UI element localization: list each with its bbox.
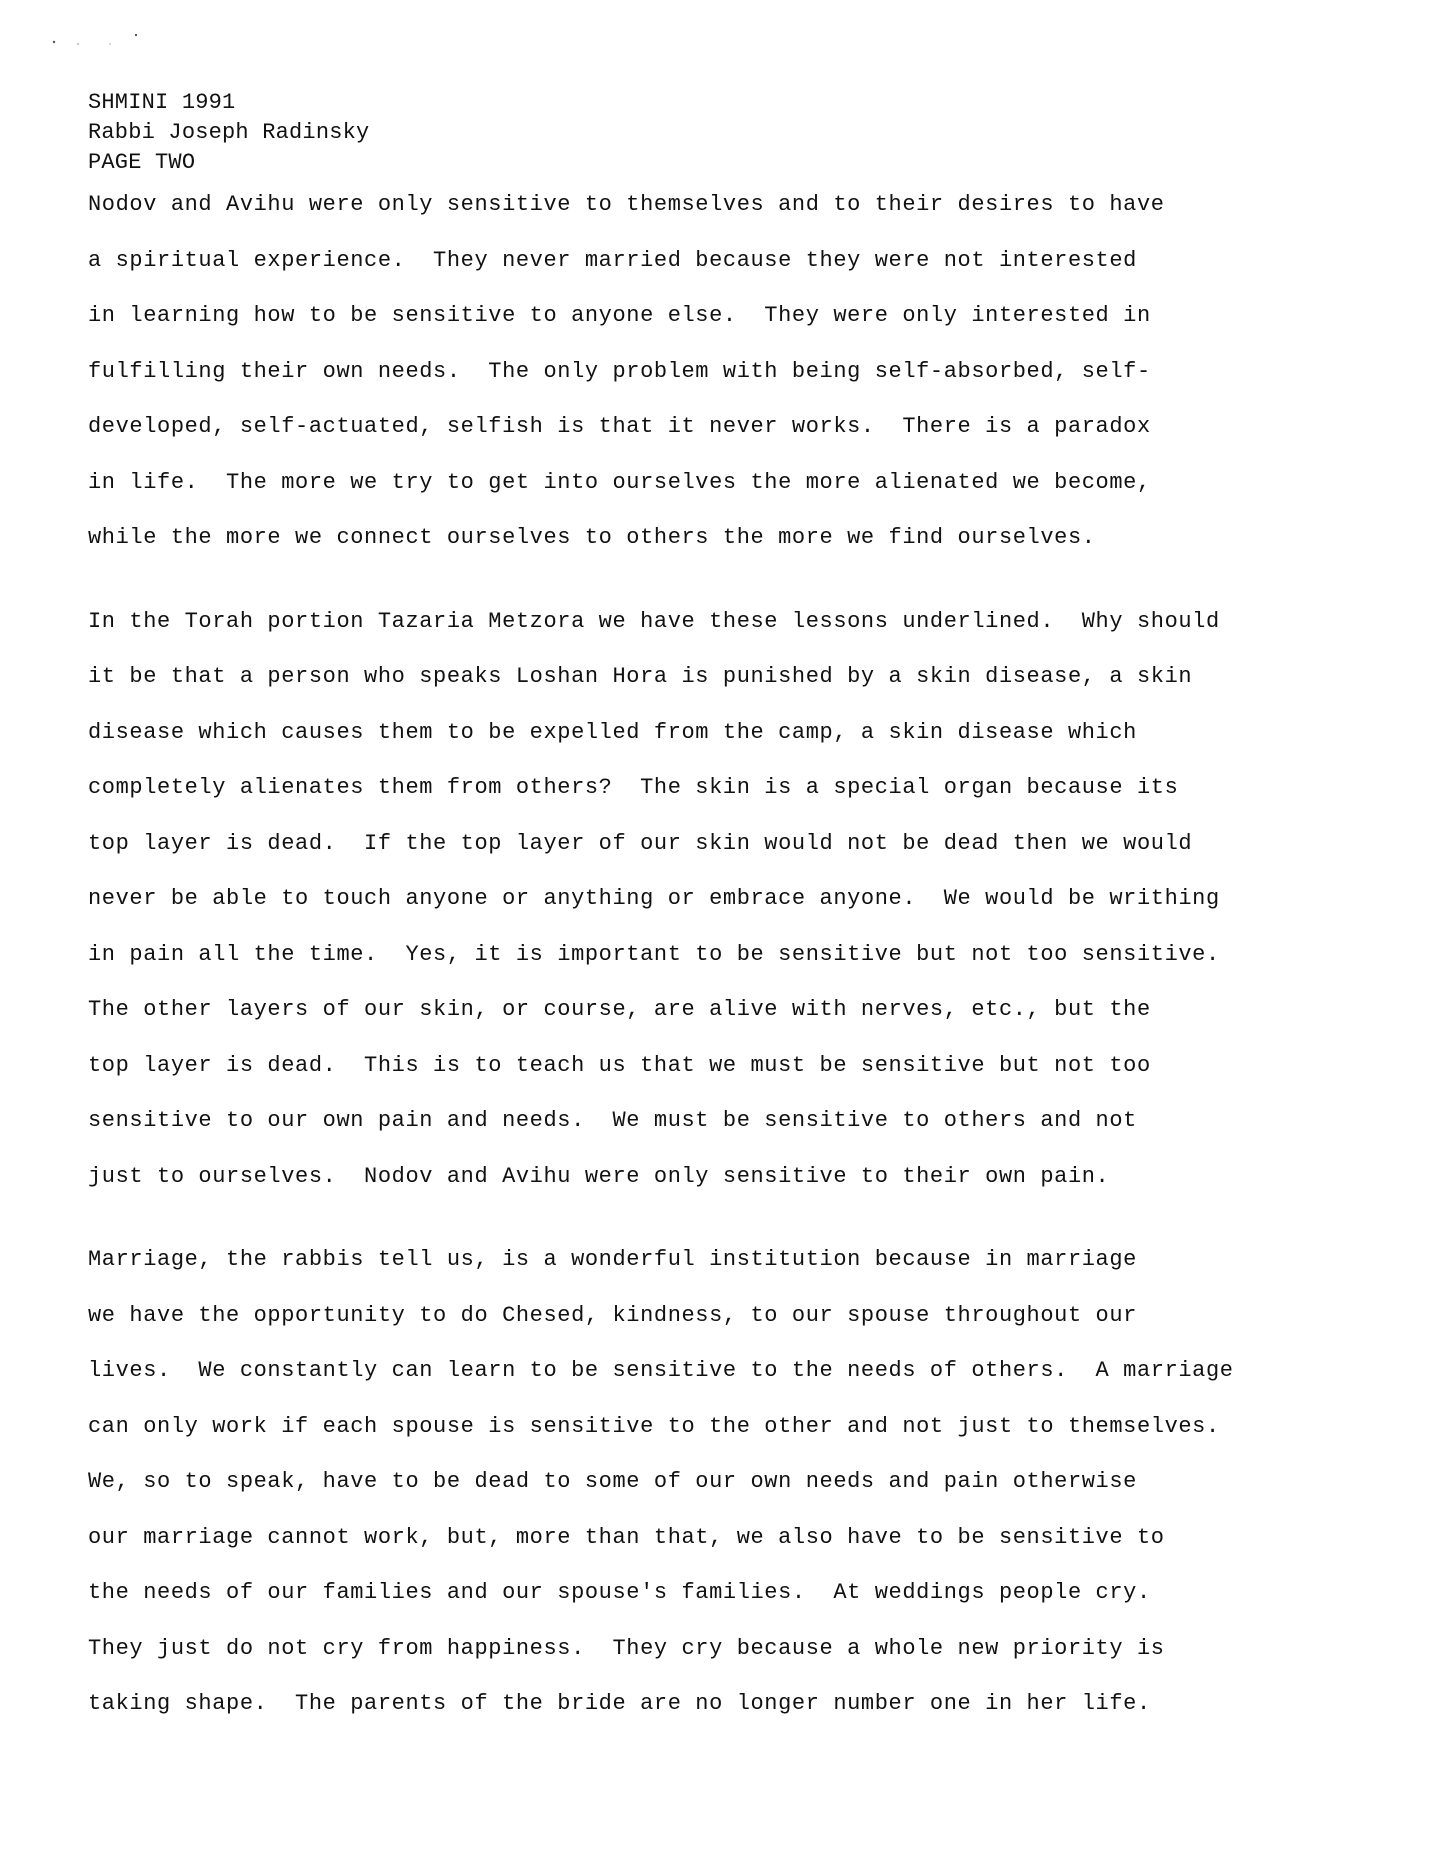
text-line: sensitive to our own pain and needs. We must be sensitive to others and not xyxy=(88,1108,1137,1133)
text-line: developed, self-actuated, selfish is that it never works. There is a paradox xyxy=(88,414,1151,439)
document-header xyxy=(88,88,369,178)
text-line: the needs of our families and our spouse's families. At weddings people cry. xyxy=(88,1580,1151,1605)
text-line: lives. We constantly can learn to be sensitive to the needs of others. A marriage xyxy=(88,1358,1234,1383)
paragraph-1 xyxy=(88,190,1388,579)
text-line: We, so to speak, have to be dead to some of our own needs and pain otherwise xyxy=(88,1469,1137,1494)
text-line: we have the opportunity to do Chesed, kindness, to our spouse throughout our xyxy=(88,1302,1137,1328)
header-author: Rabbi Joseph Radinsky xyxy=(88,120,370,145)
header-title: SHMINI 1991 xyxy=(88,90,236,115)
text-line: top layer is dead. This is to teach us that we must be sensitive but not too xyxy=(88,1052,1151,1078)
text-line: Marriage, the rabbis tell us, is a wonderful institution because in marriage xyxy=(88,1247,1137,1272)
text-line: just to ourselves. Nodov and Avihu were only sensitive to their own pain. xyxy=(88,1163,1110,1189)
text-line: in life. The more we try to get into ourselves the more alienated we become, xyxy=(88,469,1151,495)
text-line: completely alienates them from others? The skin is a special organ because its xyxy=(88,775,1179,800)
text-line: The other layers of our skin, or course, are alive with nerves, etc., but the xyxy=(88,997,1151,1022)
scan-specks xyxy=(48,30,148,46)
text-line: it be that a person who speaks Loshan Hora is punished by a skin disease, a skin xyxy=(88,664,1193,689)
text-line: They just do not cry from happiness. They cry because a whole new priority is xyxy=(88,1635,1165,1661)
text-line: in pain all the time. Yes, it is important to be sensitive but not too sensitive. xyxy=(88,941,1220,967)
text-line: never be able to touch anyone or anything or embrace anyone. We would be writhing xyxy=(88,886,1220,911)
text-line: while the more we connect ourselves to others the more we find ourselves. xyxy=(88,525,1096,550)
text-line: our marriage cannot work, but, more than that, we also have to be sensitive to xyxy=(88,1524,1165,1550)
text-line: a spiritual experience. They never married because they were not interested xyxy=(88,247,1137,273)
text-line: top layer is dead. If the top layer of our skin would not be dead then we would xyxy=(88,830,1193,856)
text-line: can only work if each spouse is sensitive to the other and not just to themselves. xyxy=(88,1413,1220,1439)
text-line: disease which causes them to be expelled from the camp, a skin disease which xyxy=(88,719,1137,745)
text-line: Nodov and Avihu were only sensitive to themselves and to their desires to have xyxy=(88,192,1165,217)
header-page-label: PAGE TWO xyxy=(88,150,196,175)
text-line: taking shape. The parents of the bride are no longer number one in her life. xyxy=(88,1691,1151,1716)
paragraph-2 xyxy=(88,607,1388,1218)
text-line: fulfilling their own needs. The only problem with being self-absorbed, self- xyxy=(88,358,1151,384)
paragraph-3 xyxy=(88,1245,1388,1745)
text-line: In the Torah portion Tazaria Metzora we have these lessons underlined. Why should xyxy=(88,608,1220,634)
text-line: in learning how to be sensitive to anyone else. They were only interested in xyxy=(88,303,1151,328)
document-body xyxy=(88,190,1388,1745)
